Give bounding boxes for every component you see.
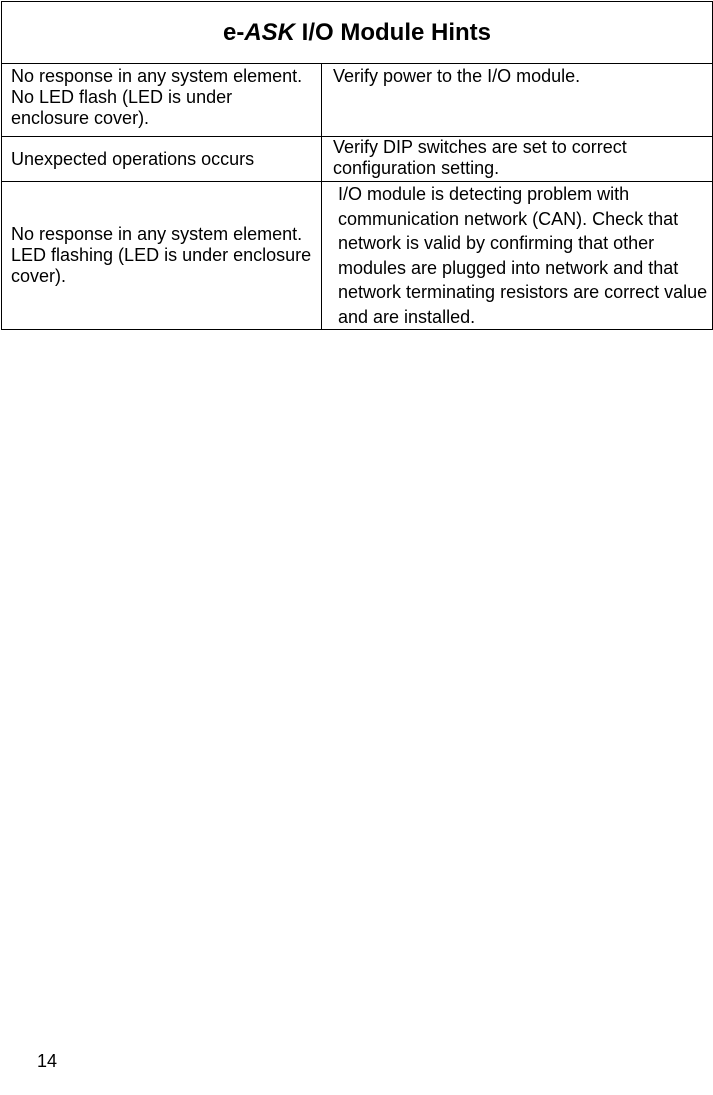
problem-cell: Unexpected operations occurs xyxy=(2,137,322,182)
io-module-hints-table xyxy=(1,1,713,330)
page-number: 14 xyxy=(37,1051,58,1071)
title-brand: ASK xyxy=(244,18,296,46)
table-title xyxy=(2,2,713,64)
table-row xyxy=(2,182,713,330)
table-row xyxy=(2,64,713,137)
problem-cell: No response in any system element. LED flashing (LED is under enclosure cover). xyxy=(2,182,322,330)
remedy-cell: I/O module is detecting problem with communication network (CAN). Check that network is valid by confirming that other modules are plugged into network and that network terminating resistors are correct value and are installed. xyxy=(322,182,713,330)
table-title-row xyxy=(2,2,713,64)
table-row xyxy=(2,137,713,182)
title-rest: I/O Module Hints xyxy=(295,18,492,46)
remedy-cell: Verify DIP switches are set to correct configuration setting. xyxy=(322,137,713,182)
remedy-cell: Verify power to the I/O module. xyxy=(322,64,713,137)
problem-cell: No response in any system element. No LED flash (LED is under enclosure cover). xyxy=(2,64,322,137)
title-prefix: e- xyxy=(223,18,245,46)
